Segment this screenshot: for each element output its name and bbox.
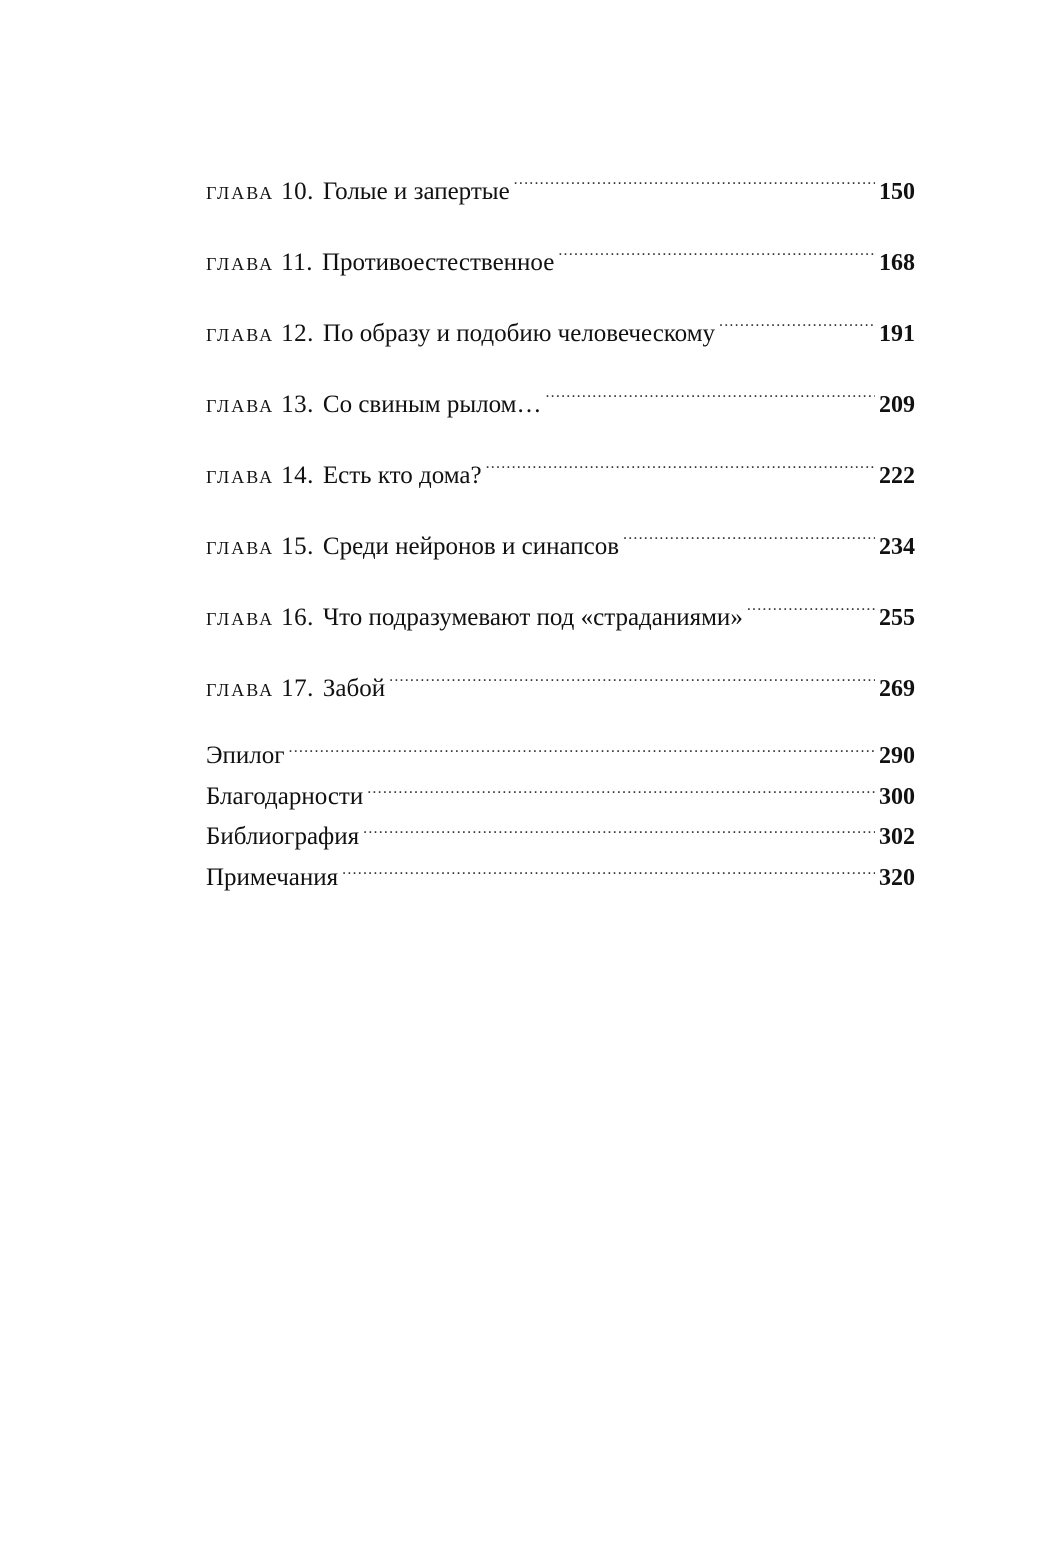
page-number: 234 xyxy=(879,534,915,560)
section-title: Примечания xyxy=(206,863,339,891)
chapter-label xyxy=(206,381,274,429)
toc-chapter-10[interactable] xyxy=(206,168,915,239)
chapter-title: По образу и подобию человеческому xyxy=(322,320,716,347)
toc-notes[interactable] xyxy=(206,858,915,899)
page-number: 209 xyxy=(879,392,915,418)
chapter-number: 12. xyxy=(281,320,314,347)
dot-leader xyxy=(719,321,875,341)
toc-bibliography[interactable] xyxy=(206,817,915,858)
toc-chapter-16[interactable] xyxy=(206,594,915,665)
toc-epilogue[interactable] xyxy=(206,736,915,777)
page-number: 222 xyxy=(879,463,915,489)
chapter-label xyxy=(206,239,274,287)
chapter-title: Забой xyxy=(322,675,386,702)
chapter-word: глава xyxy=(206,249,275,276)
dot-leader xyxy=(623,534,875,554)
chapter-number: 16. xyxy=(281,604,314,631)
chapter-label xyxy=(206,452,274,500)
chapter-word: глава xyxy=(206,178,275,205)
chapter-word: глава xyxy=(206,533,275,560)
chapter-number: 17. xyxy=(281,675,314,702)
chapter-title: Противоестественное xyxy=(321,249,555,276)
chapter-word: глава xyxy=(206,462,275,489)
section-title: Эпилог xyxy=(206,742,285,769)
chapter-title: Есть кто дома? xyxy=(322,462,482,489)
chapter-number: 11. xyxy=(281,249,313,276)
page-number: 290 xyxy=(879,743,915,769)
dot-leader xyxy=(389,676,875,696)
toc-chapter-14[interactable] xyxy=(206,452,915,523)
chapter-label xyxy=(206,168,274,216)
page-number: 300 xyxy=(879,783,915,810)
toc-chapter-15[interactable] xyxy=(206,523,915,594)
chapter-label xyxy=(206,310,274,358)
dot-leader xyxy=(363,824,875,844)
dot-leader xyxy=(289,743,876,763)
dot-leader xyxy=(486,463,875,483)
chapter-title: Среди нейронов и синапсов xyxy=(322,533,619,560)
toc-chapter-17[interactable] xyxy=(206,665,915,736)
page-number: 191 xyxy=(879,321,915,347)
page-number: 150 xyxy=(879,179,915,205)
chapter-number: 15. xyxy=(281,533,314,560)
chapter-word: глава xyxy=(206,604,275,631)
chapter-label xyxy=(206,665,274,713)
section-title: Библиография xyxy=(206,823,360,850)
page-number: 168 xyxy=(879,250,915,276)
dot-leader xyxy=(545,392,875,412)
toc-chapter-13[interactable] xyxy=(206,381,915,452)
chapter-number: 14. xyxy=(281,462,314,489)
chapter-label xyxy=(206,523,274,571)
chapter-word: глава xyxy=(206,391,275,418)
table-of-contents xyxy=(206,168,915,898)
chapter-title: Что подразумевают под «страданиями» xyxy=(322,604,743,631)
chapter-title: Со свиным рылом… xyxy=(322,391,542,418)
chapter-word: глава xyxy=(206,675,275,702)
chapter-number: 13. xyxy=(281,391,314,418)
section-title: Благодарности xyxy=(206,782,364,810)
toc-chapter-11[interactable] xyxy=(206,239,915,310)
dot-leader xyxy=(367,784,875,804)
chapter-word: глава xyxy=(206,320,275,347)
page-number: 320 xyxy=(879,864,915,891)
page-number: 302 xyxy=(879,824,915,850)
dot-leader xyxy=(558,250,875,270)
page-number: 269 xyxy=(879,676,915,702)
chapter-label xyxy=(206,594,274,642)
toc-acknowledgments[interactable] xyxy=(206,777,915,818)
page-number: 255 xyxy=(879,605,915,631)
toc-chapter-12[interactable] xyxy=(206,310,915,381)
chapter-title: Голые и запертые xyxy=(322,178,510,205)
dot-leader xyxy=(342,865,875,885)
chapter-number: 10. xyxy=(281,178,314,205)
dot-leader xyxy=(747,605,875,625)
dot-leader xyxy=(514,179,875,199)
